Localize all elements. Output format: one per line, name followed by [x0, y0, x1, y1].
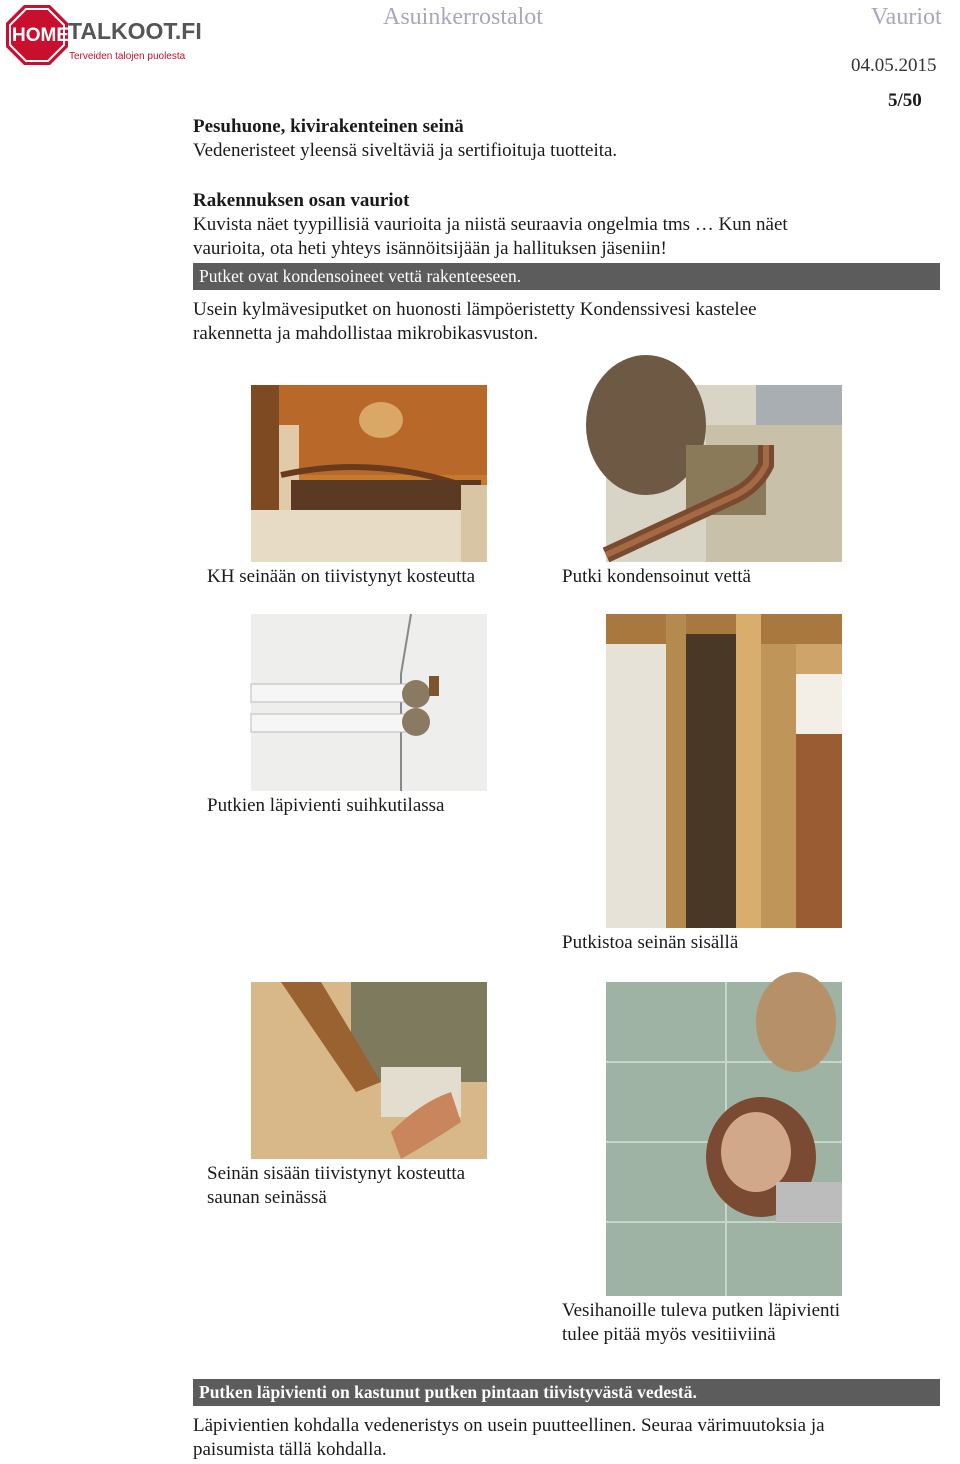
logo-home-text: HOME	[12, 25, 69, 46]
page-number: 5/50	[888, 90, 922, 111]
logo-tagline: Terveiden talojen puolesta	[69, 51, 186, 62]
header-date: 04.05.2015	[851, 55, 937, 76]
photo-faucet-pipe-penetration	[606, 982, 842, 1296]
photo-kh-wall-moisture	[251, 385, 487, 562]
damage-heading: Rakennuksen osan vauriot	[193, 190, 410, 211]
caption-photo-2: Putki kondensoinut vettä	[562, 566, 751, 587]
damage-body-2: rakennetta ja mahdollistaa mikrobikasvuston.	[193, 323, 539, 344]
caption-photo-1: KH seinään on tiivistynyt kosteutta	[207, 566, 476, 587]
footer-line-1: Läpivientien kohdalla vedeneristys on usein puutteellinen. Seuraa värimuutoksia ja	[193, 1415, 825, 1436]
footer-highlight-band: Putken läpivienti on kastunut putken pintaan tiivistyvästä vedestä.	[193, 1379, 940, 1406]
damage-line-2: vaurioita, ota heti yhteys isännöitsijään ja hallituksen jäseniin!	[193, 238, 667, 259]
caption-photo-6-line-1: Vesihanoille tuleva putken läpivienti	[562, 1300, 841, 1321]
intro-heading: Pesuhuone, kivirakenteinen seinä	[193, 116, 464, 137]
damage-line-1: Kuvista näet tyypillisiä vaurioita ja niistä seuraavia ongelmia tms … Kun näet	[193, 214, 788, 235]
header-section: Vauriot	[871, 4, 942, 30]
photo-pipes-inside-wall	[606, 614, 842, 928]
caption-photo-5-line-1: Seinän sisään tiivistynyt kosteutta	[207, 1163, 466, 1184]
caption-photo-4: Putkistoa seinän sisällä	[562, 932, 739, 953]
logo-talkoot-text: TALKOOT.FI	[68, 18, 202, 44]
photo-pipe-condensation	[606, 385, 842, 562]
photo-sauna-wall-moisture	[251, 982, 487, 1159]
footer-line-2: paisumista tällä kohdalla.	[193, 1439, 387, 1460]
caption-photo-5-line-2: saunan seinässä	[207, 1187, 327, 1208]
intro-text: Vedeneristeet yleensä siveltäviä ja sertifioituja tuotteita.	[193, 140, 618, 161]
damage-highlight-band: Putket ovat kondensoineet vettä rakenteeseen.	[193, 263, 940, 290]
caption-photo-6-line-2: tulee pitää myös vesitiiviinä	[562, 1324, 776, 1345]
hometalkoot-logo[interactable]	[6, 3, 202, 65]
damage-body-1: Usein kylmävesiputket on huonosti lämpöeristetty Kondenssivesi kastelee	[193, 299, 757, 320]
caption-photo-3: Putkien läpivienti suihkutilassa	[207, 795, 445, 816]
header-category: Asuinkerrostalot	[383, 4, 543, 30]
photo-shower-pipe-penetration	[251, 614, 487, 791]
